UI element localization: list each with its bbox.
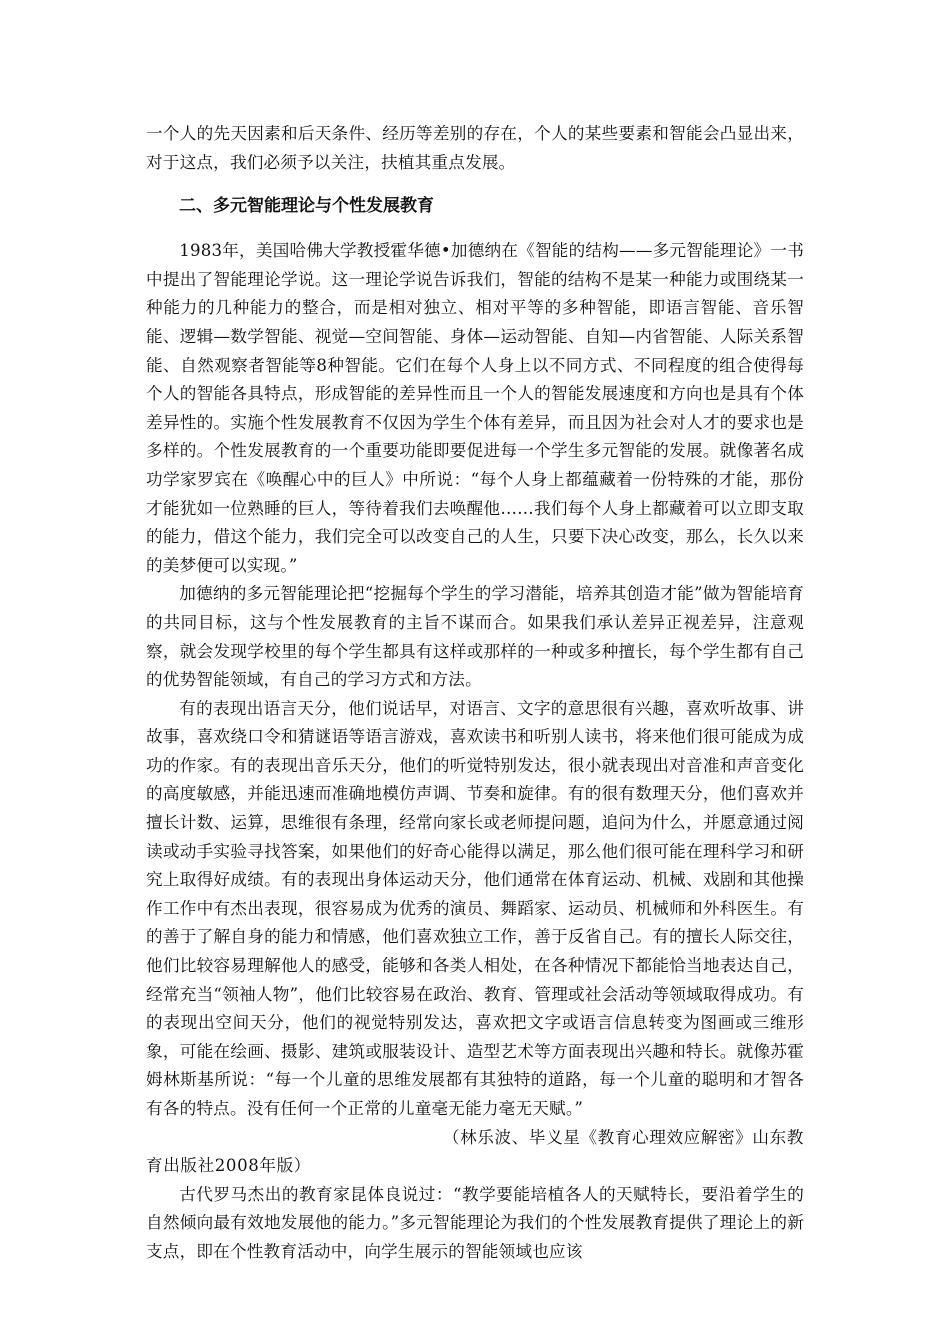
paragraph-talents: 有的表现出语言天分，他们说话早，对语言、文字的意思很有兴趣，喜欢听故事、讲故事，喜欢绕口令和猜谜语等语言游戏，喜欢读书和听别人读书，将来他们很可能成为成功的作家。有的表现出音乐天分，他们的听觉特别发达，很小就表现出对音准和声音变化的高度敏感，并能迅速而准确地模仿声调、节奏和旋律。有的很有数理天分，他们喜欢并擅长计数、运算，思维很有条理，经常向家长或老师提问题，追问为什么，并愿意通过阅读或动手实验寻找答案，如果他们的好奇心能得以满足，那么他们很可能在理科学习和研究上取得好成绩。有的表现出身体运动天分，他们通常在体育运动、机械、戏剧和其他操作工作中有杰出表现，很容易成为优秀的演员、舞蹈家、运动员、机械师和外科医生。有的善于了解自身的能力和情感，他们喜欢独立工作，善于反省自己。有的擅长人际交往，他们比较容易理解他人的感受，能够和各类人相处，在各种情况下都能恰当地表达自己，经常充当“领袖人物”，他们比较容易在政治、教育、管理或社会活动等领域取得成功。有的表现出空间天分，他们的视觉特别发达，喜欢把文字或语言信息转变为图画或三维形象，可能在绘画、摄影、建筑或服装设计、造型艺术等方面表现出兴趣和特长。就像苏霍姆林斯基所说：“每一个儿童的思维发展都有其独特的道路，每一个儿童的聪明和才智各有各的特点。没有任何一个正常的儿童毫无能力毫无天赋。” bbox=[146, 698, 804, 1118]
citation-line-1: （林乐波、毕义星《教育心理效应解密》山东教 bbox=[442, 1127, 804, 1147]
closing-paragraph: 古代罗马杰出的教育家昆体良说过：“教学要能培植各人的天赋特长，要沿着学生的自然倾向最有效地发展他的能力。”多元智能理论为我们的个性发展教育提供了理论上的新支点，即在个性教育活动中，向学生展示的智能领域也应该 bbox=[146, 1184, 804, 1261]
citation-line-2: 育出版社2008年版） bbox=[146, 1156, 311, 1176]
intro-paragraph: 一个人的先天因素和后天条件、经历等差别的存在，个人的某些要素和智能会凸显出来，对于这点，我们必须予以关注，扶植其重点发展。 bbox=[146, 124, 804, 172]
document-page bbox=[146, 120, 804, 1267]
paragraph-common-goal: 加德纳的多元智能理论把“挖掘每个学生的学习潜能，培养其创造才能”做为智能培育的共同目标，这与个性发展教育的主旨不谋而合。如果我们承认差异正视差异，注意观察，就会发现学校里的每个学生都具有这样或那样的一种或多种擅长，每个学生都有自己的优势智能领域，有自己的学习方式和方法。 bbox=[146, 584, 804, 690]
section-heading: 二、多元智能理论与个性发展教育 bbox=[179, 196, 434, 217]
paragraph-gardner-theory: 1983年，美国哈佛大学教授霍华德•加德纳在《智能的结构——多元智能理论》一书中提出了智能理论学说。这一理论学说告诉我们，智能的结构不是某一种能力或围绕某一种能力的几种能力的整合，而是相对独立、相对平等的多种智能，即语言智能、音乐智能、逻辑—数学智能、视觉—空间智能、身体—运动智能、自知—内省智能、人际关系智能、自然观察者智能等8种智能。它们在每个人身上以不同方式、不同程度的组合使得每个人的智能各具特点，形成智能的差异性而且一个人的智能发展速度和方向也是具有个体差异性的。实施个性发展教育不仅因为学生个体有差异，而且因为社会对人才的要求也是多样的。个性发展教育的一个重要功能即要促进每一个学生多元智能的发展。就像著名成功学家罗宾在《唤醒心中的巨人》中所说：“每个人身上都蕴藏着一份特殊的才能，那份才能犹如一位熟睡的巨人，等待着我们去唤醒他……我们每个人身上都藏着可以立即支取的能力，借这个能力，我们完全可以改变自己的人生，只要下决心改变，那么，长久以来的美梦便可以实现。” bbox=[146, 241, 804, 575]
citation bbox=[146, 1124, 804, 1181]
